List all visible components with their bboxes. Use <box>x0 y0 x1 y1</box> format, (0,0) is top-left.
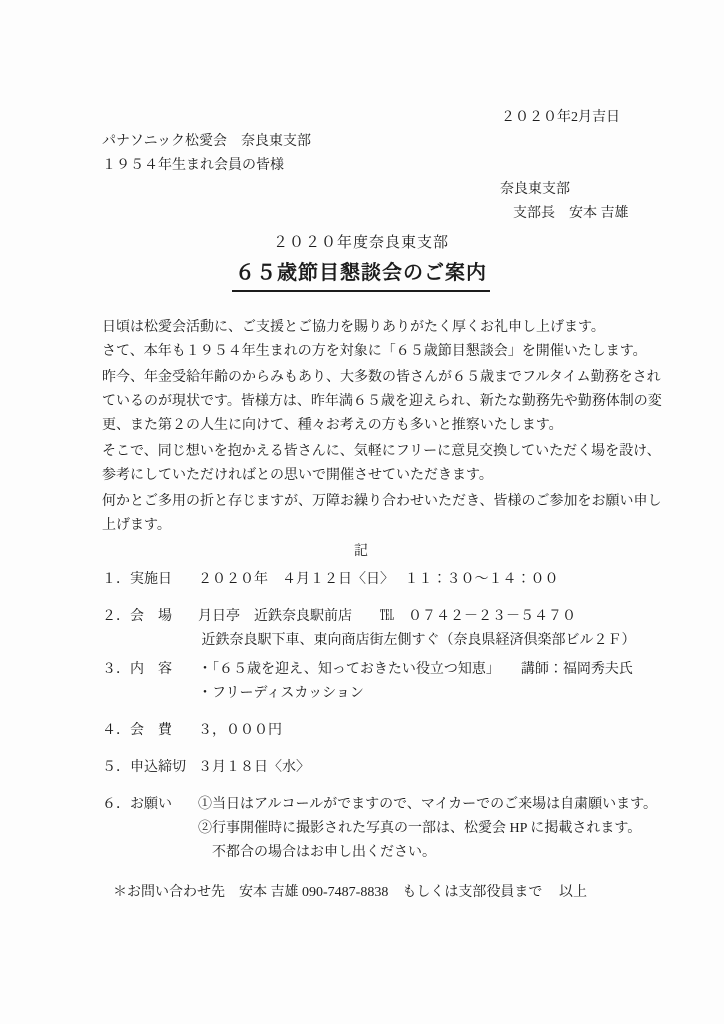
item-value-line: ３月１８日〈水〉 <box>198 760 310 775</box>
document-date: ２０２０年2月吉日 <box>501 110 620 125</box>
item-requests-label: ６．お願い <box>102 797 172 812</box>
notice-items <box>102 568 658 865</box>
item-requests-row <box>102 793 658 865</box>
addressee-block <box>102 130 620 178</box>
item-deadline-value <box>198 756 620 780</box>
item-value-line: ②行事開催時に撮影された写真の一部は、松愛会 HP に掲載されます。 <box>198 821 642 836</box>
item-date-label: １．実施日 <box>102 572 172 587</box>
item-value-line: 不都合の場合はお申し出ください。 <box>198 845 436 860</box>
sender-block <box>500 178 629 226</box>
paragraph-line: 日頃は松愛会活動に、ご支援とご協力を賜りありがたく厚くお礼申し上げます。 <box>102 320 605 335</box>
paragraph-line: 上げます。 <box>102 518 171 533</box>
item-value-line: ・フリーディスカッション <box>198 686 364 701</box>
ki-marker: 記 <box>354 544 368 559</box>
paragraph-line: 昨今、年金受給年齢のからみもあり、大多数の皆さんが６５歳までフルタイム勤務をされ <box>102 370 661 385</box>
purpose-paragraph <box>102 440 661 488</box>
item-requests-value <box>198 793 657 865</box>
fiscal-year-heading: ２０２０年度奈良東支部 <box>272 235 449 251</box>
closing-marker: 以上 <box>559 885 587 900</box>
item-deadline-label: ５．申込締切 <box>102 760 186 775</box>
paragraph-line: そこで、同じ想いを抱かえる皆さんに、気軽にフリーに意見交換していただく場を設け、 <box>102 444 661 459</box>
item-date-row <box>102 568 620 592</box>
item-value-line: 月日亭 近鉄奈良駅前店 ℡ ０７４２－２３－５４７０ <box>198 609 576 624</box>
item-venue-label: ２．会 場 <box>102 609 172 624</box>
item-content-value <box>198 658 633 706</box>
contact-row <box>102 881 620 905</box>
sender-branch: 奈良東支部 <box>500 182 570 197</box>
item-value-line: 近鉄奈良駅下車、東向商店街左側すぐ（奈良県経済倶楽部ビル２Ｆ） <box>198 633 636 648</box>
notice-title: ６５歳節目懇談会のご案内 <box>232 258 490 292</box>
addressee-group: １９５４年生まれ会員の皆様 <box>102 158 284 173</box>
item-date-value <box>198 568 620 592</box>
item-value-line: ３，０００円 <box>198 723 282 738</box>
paragraph-line: 何かとご多用の折と存じますが、万障お繰り合わせいただき、皆様のご参加をお願い申し <box>102 494 662 509</box>
item-value-line: ①当日はアルコールがでますので、マイカーでのご来場は自粛願います。 <box>198 797 658 812</box>
sender-chief-name: 支部長 安本 吉雄 <box>513 206 629 221</box>
item-venue-value <box>198 605 636 653</box>
paragraph-line: 更、また第２の人生に向けて、種々お考えの方も多いと推察いたします。 <box>102 418 563 433</box>
item-fee-value <box>198 719 620 743</box>
notice-title-wrap <box>102 258 620 292</box>
paragraph-line: さて、本年も１９５４年生まれの方を対象に「６５歳節目懇談会」を開催いたします。 <box>102 344 647 359</box>
item-value-line: ２０２０年 ４月１２日〈日〉 １１：３０～１４：００ <box>198 572 559 587</box>
item-content-row <box>102 658 633 706</box>
item-fee-label: ４．会 費 <box>102 723 172 738</box>
addressee-org: パナソニック松愛会 奈良東支部 <box>102 134 312 149</box>
item-value-line: ・「６５歳を迎え、知っておきたい役立つ知恵」 講師：福岡秀夫氏 <box>198 662 633 677</box>
paragraph-line: 参考にしていただければとの思いで開催させていただきます。 <box>102 468 493 483</box>
greeting-paragraph <box>102 316 647 364</box>
inquiry-contact: ＊お問い合わせ先 安本 吉雄 090-7487-8838 もしくは支部役員まで <box>113 885 543 900</box>
item-deadline-row <box>102 756 620 780</box>
item-content-label: ３．内 容 <box>102 662 172 677</box>
item-venue-row <box>102 605 636 653</box>
paragraph-line: ているのが現状です。皆様方は、昨年満６５歳を迎えられ、新たな勤務先や勤務体制の変 <box>102 394 662 409</box>
background-paragraph <box>102 366 662 438</box>
request-paragraph <box>102 490 662 538</box>
item-fee-row <box>102 719 620 743</box>
body-paragraphs <box>102 316 662 538</box>
